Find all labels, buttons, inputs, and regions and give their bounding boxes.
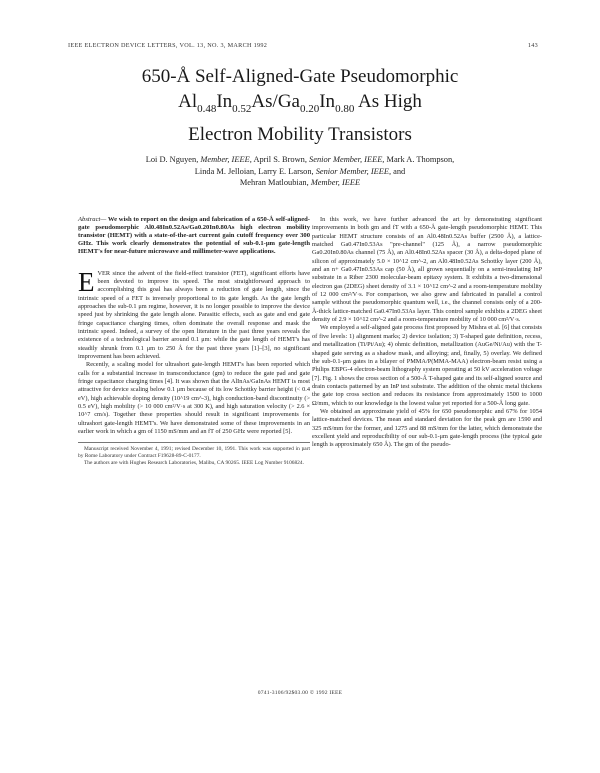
- body-paragraph-1: In this work, we have further advanced the art by demonstrating significant improvements in both gm and fT with a 650-Å gate-length pseudomorphic HEMT. This particular HEMT structure consists of an Al0.48In0.52As buffer (2500 Å), a lattice-matched Ga0.47In0.53As "pre-channel" (125 Å), a narrow pseudomorphic Ga0.20In0.80As channel (75 Å), an Al0.48In0.52As spacer (30 Å), a delta-doped plane of silicon of approximately 5.0 × 10^12 cm^-2, an Al0.48In0.52As Schottky layer (200 Å), and an n+ Ga0.47In0.53As cap (50 Å), all grown sequentially on a semi-insulating InP substrate in a Riber 2300 molecular-beam epitaxy system. It exhibits a two-dimensional electron gas (2DEG) sheet density of 3.1 × 10^12 cm^-2 and a room-temperature mobility of 12 000 cm²/V·s. For comparison, we also grew and fabricated in parallel a control sample without the pseudomorphic quantum well, i.e., the channel consists only of a 200-Å-thick lattice-matched Ga0.47In0.53As layer. This control sample exhibits a 2DEG sheet density of 2.9 × 10^12 cm^-2 and a room-temperature mobility of 10 000 cm²/V·s.: [312, 216, 542, 324]
- body-paragraph-3: We obtained an approximate yield of 45% for 650 pseudomorphic and 67% for 1054 lattice-matched devices. The mean and standard deviation for the peak gm are 1590 and 325 mS/mm for the former, and 1275 and 88 mS/mm for the latter, which demonstrate the excellent yield and reproducibility of our sub-0.1-μm gate-length process (the typical gate length is approximately 650 Å). The gm of the pseudo-: [312, 407, 542, 449]
- journal-header: IEEE ELECTRON DEVICE LETTERS, VOL. 13, NO. 3, MARCH 1992: [68, 42, 268, 49]
- title-line-3: Electron Mobility Transistors: [188, 123, 412, 145]
- page-number: 143: [527, 42, 538, 49]
- author-list: [60, 154, 540, 189]
- abstract: Abstract— We wish to report on the design and fabrication of a 650-Å self-aligned-gate pseudomorphic Al0.48In0.52As/Ga0.20In0.80As high electron mobility transistor (HEMT) with a state-of-the-art current gain cutoff frequency over 300 GHz. This work clearly demonstrates the potential of sub-0.1-μm gate-length HEMT's for near-future microwave and millimeter-wave applications.: [78, 216, 310, 255]
- left-column: [78, 216, 310, 468]
- paper-title: [60, 64, 540, 147]
- title-line-1: 650-Å Self-Aligned-Gate Pseudomorphic: [141, 66, 459, 87]
- drop-cap: E: [78, 266, 95, 297]
- intro-paragraph-2: Recently, a scaling model for ultrashort gate-length HEMT's has been reported which calls for a substantial increase in transconductance (gm) to reduce the gate pad and gate fringe capacitance charging times [4]. It was shown that the AlInAs/GaInAs HEMT is most attractive for device scaling below 0.1 μm because of its low Schottky barrier height (< 0.4 eV), high achievable doping density (10^19 cm^-3), high conduction-band discontinuity (> 0.5 eV), high mobility (> 10 000 cm²/V·s at 300 K), and high saturation velocity (> 2.6 × 10^7 cm/s). Together these properties should result in significant improvements for ultrashort gate-length HEMT's. We have demonstrated some of these improvements in an earlier work in which a gm of 1150 mS/mm and an fT of 250 GHz were reported [5].: [78, 361, 310, 436]
- body-paragraph-2: We employed a self-aligned gate process first proposed by Mishra et al. [6] that consists of five levels: 1) alignment marks; 2) device isolation; 3) T-shaped gate definition, recess, and metallization (Ti/Pt/Au); 4) ohmic definition, metallization (AuGe/Ni/Au) with the T-shaped gate serving as a shadow mask, and alloying; and, finally, 5) overlay. We defined the sub-0.1-μm gates in a bilayer of PMMA/P(MMA-MAA) electron-beam resist using a Philips EBPG-4 electron-beam lithography system operating at 50 kV acceleration voltage [7]. Fig. 1 shows the cross section of a 500-Å T-shaped gate and its self-aligned source and drain contacts patterned by an InP test substrate. The addition of the ohmic metal thickens the gate top cross section and reduces its resistance from approximately 1500 to 1000 Ω/mm, which to our knowledge is the lowest value yet reported for a 500-Å long gate.: [312, 324, 542, 407]
- author-line-3: Mehran Matloubian, Member, IEEE: [239, 178, 361, 187]
- running-header: [68, 42, 538, 49]
- footnote-manuscript: Manuscript received November 4, 1991; revised December 10, 1991. This work was supported in part by Rome Laboratory under Contract F19628-89-C-0177.: [78, 446, 310, 459]
- copyright-footer: 0741-3106/92$03.00 © 1992 IEEE: [257, 690, 343, 696]
- intro-paragraph-1: EVER since the advent of the field-effect transistor (FET), significant efforts have been devoted to improve its speed. The most straightforward approach to accomplishing this goal has always been a reduction of gate length, since the intrinsic speed of a FET is inversely proportional to its gate length. As the gate length approaches the sub-0.1 μm regime, however, it is no longer possible to improve the device speed just by shrinking the gate length alone. Parasitic effects, such as gate and end gate fringe capacitance charging times, often dominate the overall response and mask the intrinsic speed. Indeed, a survey of the open literature in the past three years reveals the existence of a technological barrier around 0.1 μm: while the gate length of HEMT's has steadily shrunk from 0.1 μm to 250 Å for the past three years [1]–[3], no significant improvement has been achieved.: [78, 266, 310, 360]
- author-line-1: Loi D. Nguyen, Member, IEEE, April S. Brown, Senior Member, IEEE, Mark A. Thompson,: [145, 155, 455, 164]
- footnote-affiliation: The authors are with Hughes Research Laboratories, Malibu, CA 90265. IEEE Log Number 9106824.: [84, 460, 304, 467]
- right-column: [312, 216, 542, 450]
- title-line-2: $Al_{0.48}In_{0.52}As/Ga_{0.20}In_{0.80}$ As High: [178, 91, 422, 115]
- footnote: [78, 442, 310, 467]
- author-line-2: Linda M. Jelloian, Larry E. Larson, Senior Member, IEEE, and: [194, 166, 406, 176]
